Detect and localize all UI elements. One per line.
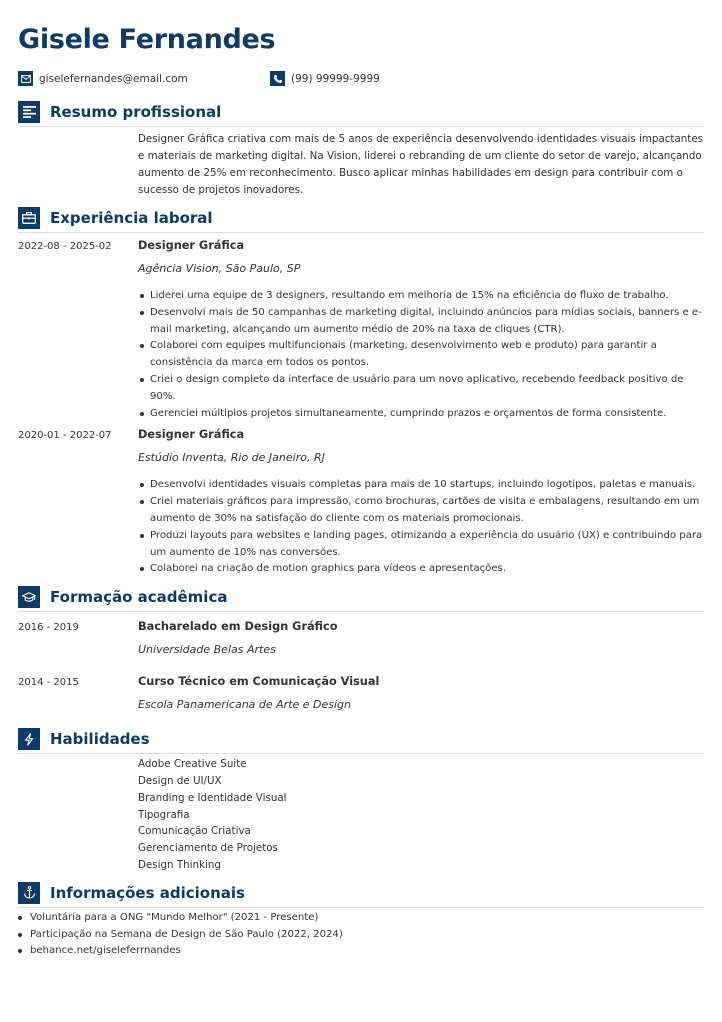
job-company: Estúdio Inventa, Rio de Janeiro, RJ bbox=[138, 451, 325, 465]
job-dates: 2020-01 - 2022-07 bbox=[18, 430, 112, 442]
school-name: Escola Panamericana de Arte e Design bbox=[138, 698, 352, 712]
education-header bbox=[18, 586, 704, 612]
section-title: Resumo profissional bbox=[50, 103, 222, 121]
list-item: Participação na Semana de Design de São Paulo (2022, 2024) bbox=[18, 927, 704, 944]
education-dates: 2016 - 2019 bbox=[18, 622, 79, 634]
job-entry bbox=[18, 424, 704, 578]
phone-icon bbox=[270, 71, 285, 86]
list-item: Branding e Identidade Visual bbox=[138, 791, 287, 804]
job-company: Agência Vision, São Paulo, SP bbox=[138, 262, 301, 275]
section-title: Experiência laboral bbox=[50, 209, 213, 227]
contact-phone bbox=[270, 71, 380, 86]
contact-bar bbox=[18, 71, 704, 93]
degree-title: Bacharelado em Design Gráfico bbox=[138, 620, 338, 634]
experience-header bbox=[18, 207, 704, 233]
list-item: Liderei uma equipe de 3 designers, resultando em melhoria de 15% na eficiência do fluxo de trabalho. bbox=[138, 288, 704, 305]
education-body bbox=[138, 616, 704, 659]
additional-header bbox=[18, 882, 704, 908]
list-icon bbox=[18, 101, 40, 123]
skills-header bbox=[18, 728, 704, 754]
summary-header bbox=[18, 101, 704, 127]
list-item: behance.net/giseleferrnandes bbox=[18, 943, 704, 960]
list-item: Colaborei com equipes multifuncionais (marketing, desenvolvimento web e produto) para garantir a consistência da marca em todos os pontos. bbox=[138, 338, 704, 372]
additional-section bbox=[18, 882, 704, 960]
phone-text[interactable]: (99) 99999-9999 bbox=[291, 72, 380, 85]
list-item: Desenvolvi mais de 50 campanhas de marketing digital, incluindo anúncios para mídias sociais, banners e e-mail marketing, alcançando um aumento médio de 20% na taxa de cliques (CTR). bbox=[138, 305, 704, 339]
job-body bbox=[138, 235, 704, 422]
job-title: Designer Gráfica bbox=[138, 239, 245, 252]
list-item: Criei materiais gráficos para impressão, como brochuras, cartões de visita e embalagens, resultando em um aumento de 30% na satisfação do cliente com os materiais promocionais. bbox=[138, 494, 704, 528]
list-item: Colaborei na criação de motion graphics para vídeos e apresentações. bbox=[138, 561, 704, 578]
list-item: Comunicação Criativa bbox=[138, 825, 251, 838]
skills-list bbox=[138, 756, 704, 874]
list-item: Criei o design completo da interface de usuário para um novo aplicativo, recebendo feedback positivo de 90%. bbox=[138, 372, 704, 406]
anchor-icon bbox=[18, 882, 40, 904]
list-item: Adobe Creative Suite bbox=[138, 758, 247, 771]
skills-section bbox=[18, 728, 704, 874]
degree-title: Curso Técnico em Comunicação Visual bbox=[138, 675, 380, 689]
list-item: Design Thinking bbox=[138, 858, 221, 871]
list-item: Tipografia bbox=[138, 808, 190, 821]
summary-text: Designer Gráfica criativa com mais de 5 anos de experiência desenvolvendo identidades visuais impactantes e materiais de marketing digital. Na Vision, liderei o rebranding de um cliente do setor de varejo, alcançando aumento de 25% em reconhecimento. Busco aplicar minhas habilidades em design para contribuir com o sucesso de projetos inovadores. bbox=[138, 133, 704, 196]
job-title: Designer Gráfica bbox=[138, 428, 245, 442]
job-bullets bbox=[138, 288, 704, 422]
email-text[interactable]: giselefernandes@email.com bbox=[39, 72, 188, 85]
education-dates: 2014 - 2015 bbox=[18, 677, 79, 689]
experience-section bbox=[18, 207, 704, 578]
list-item: Design de UI/UX bbox=[138, 774, 222, 787]
job-bullets bbox=[138, 477, 704, 578]
summary-section bbox=[18, 101, 704, 199]
education-section bbox=[18, 586, 704, 714]
list-item: Produzi layouts para websites e landing pages, otimizando a experiência do usuário (UX) e contribuindo para um aumento de 10% nas conversões. bbox=[138, 528, 704, 562]
section-title: Informações adicionais bbox=[50, 883, 245, 902]
list-item: Voluntária para a ONG "Mundo Melhor" (2021 - Presente) bbox=[18, 910, 704, 927]
list-item: Gerenciamento de Projetos bbox=[138, 842, 278, 855]
job-body bbox=[138, 424, 704, 578]
job-entry bbox=[18, 235, 704, 422]
section-title: Habilidades bbox=[50, 730, 150, 749]
education-entry bbox=[18, 616, 704, 659]
education-entry bbox=[18, 671, 704, 714]
education-body bbox=[138, 671, 704, 714]
list-item: Gerenciei múltiplos projetos simultaneamente, cumprindo prazos e orçamentos de forma consistente. bbox=[138, 406, 704, 423]
graduation-cap-icon bbox=[18, 586, 40, 608]
candidate-name: Gisele Fernandes bbox=[18, 24, 276, 55]
school-name: Universidade Belas Artes bbox=[138, 643, 276, 657]
additional-list bbox=[18, 910, 704, 960]
envelope-icon bbox=[18, 71, 33, 86]
job-dates: 2022-08 - 2025-02 bbox=[18, 241, 112, 252]
lightning-icon bbox=[18, 728, 40, 750]
contact-email bbox=[18, 71, 188, 86]
section-title: Formação acadêmica bbox=[50, 588, 228, 607]
briefcase-icon bbox=[18, 207, 40, 229]
list-item: Desenvolvi identidades visuais completas para mais de 10 startups, incluindo logotipos, paletas e manuais. bbox=[138, 477, 704, 494]
